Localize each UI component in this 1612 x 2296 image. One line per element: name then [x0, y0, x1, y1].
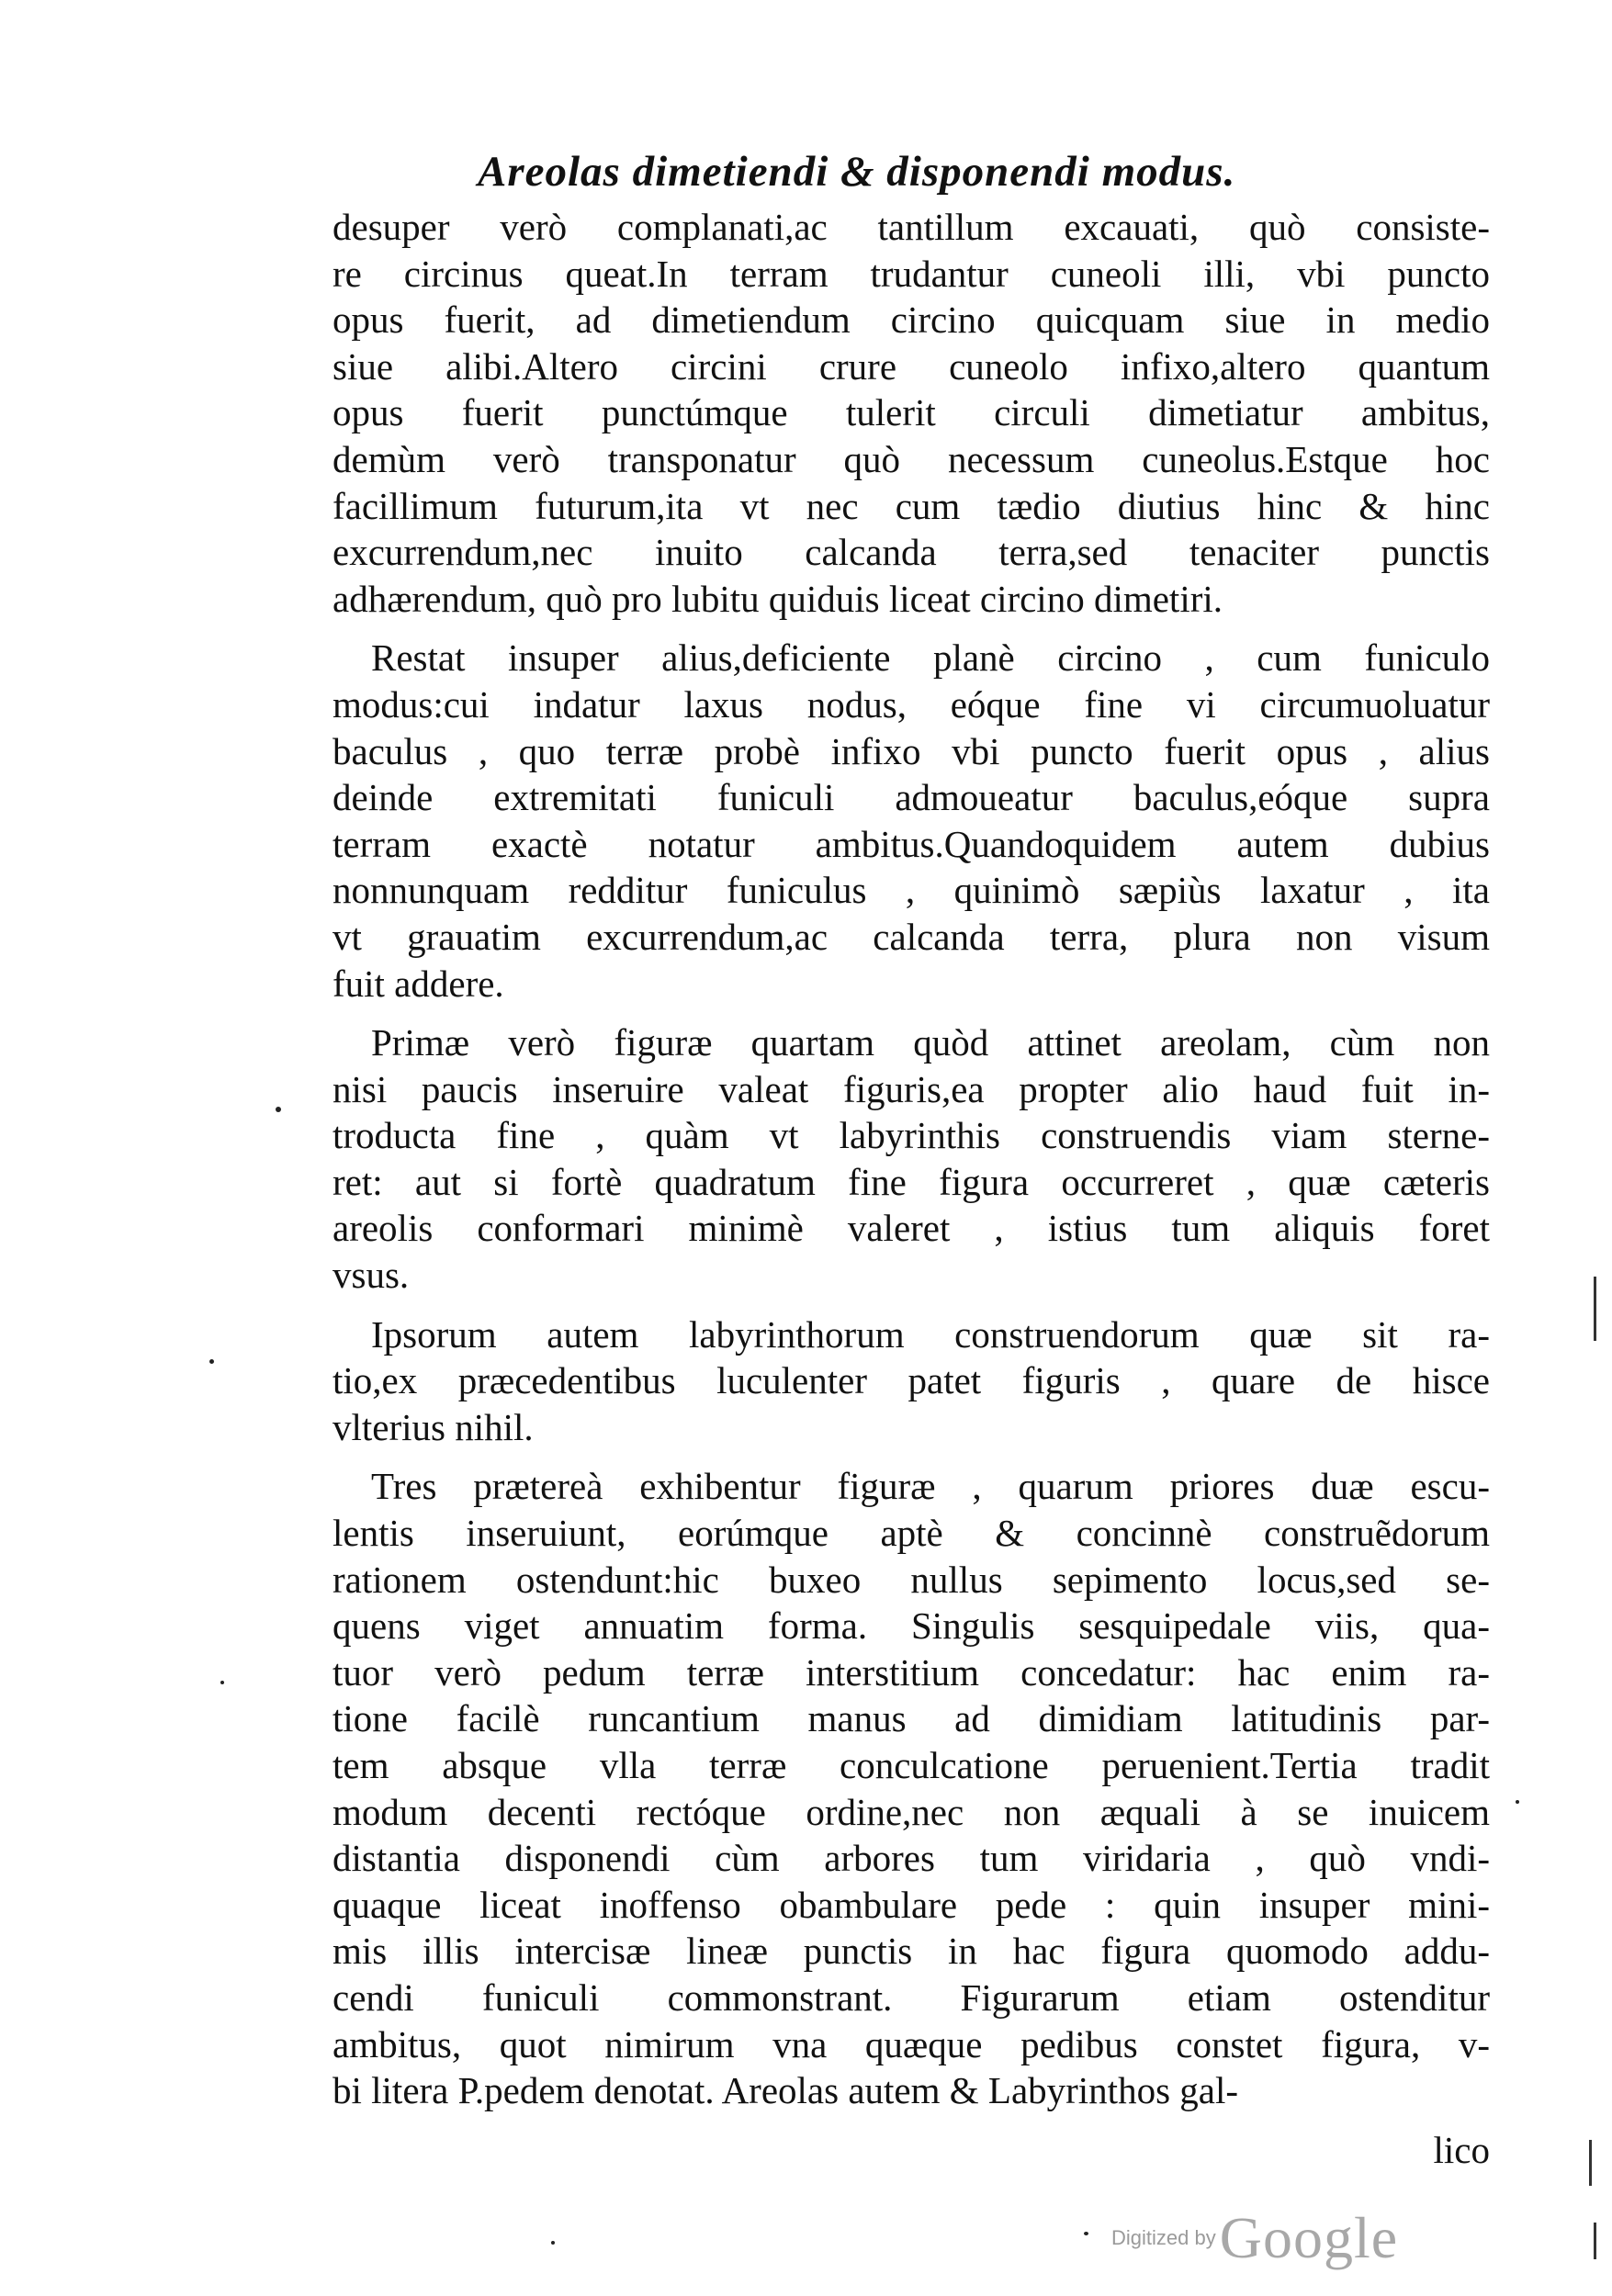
text-line: fuit addere. [333, 962, 504, 1005]
watermark-prefix: Digitized by [1111, 2226, 1216, 2249]
text-line: vsus. [333, 1254, 410, 1297]
catchword: lico [1433, 2128, 1490, 2171]
text-line: opus fuerit punctúmque tulerit circuli dimetiatur ambitus, [333, 391, 1490, 434]
text-line: excurrendum,nec inuito calcanda terra,sed tenaciter punctis [333, 531, 1490, 574]
text-line: rationem ostendunt:hic buxeo nullus sepimento locus,sed se- [333, 1558, 1490, 1601]
digitized-watermark [1111, 2204, 1460, 2278]
scan-speck [1516, 1800, 1519, 1804]
text-line: tione facilè runcantium manus ad dimidiam latitudinis par- [333, 1697, 1490, 1740]
text-line: desuper verò complanati,ac tantillum excauati, quò consiste- [333, 206, 1490, 248]
text-line: baculus , quo terræ probè infixo vbi puncto fuerit opus , alius [333, 729, 1490, 772]
text-line: ambitus, quot nimirum vna quæque pedibus constet figura, v- [333, 2022, 1490, 2065]
paragraph [333, 635, 1490, 1007]
text-line: Ipsorum autem labyrinthorum construendorum quæ sit ra- [371, 1312, 1490, 1356]
paragraph [333, 1019, 1490, 1299]
paragraph [333, 204, 1490, 622]
scan-edge-mark [1594, 2223, 1596, 2259]
text-line: tio,ex præcedentibus luculenter patet figuris , quare de hisce [333, 1359, 1490, 1402]
text-line: mis illis intercisæ lineæ punctis in hac figura quomodo addu- [333, 1930, 1490, 1973]
text-line: tem absque vlla terræ conculcatione peruenient.Tertia tradit [333, 1744, 1490, 1786]
scan-speck [551, 2241, 555, 2245]
text-line: cendi funiculi commonstrant. Figurarum etiam ostenditur [333, 1975, 1490, 2019]
text-line: distantia disponendi cùm arbores tum viridaria , quò vndi- [333, 1837, 1490, 1880]
paragraph [333, 1311, 1490, 1451]
scan-speck [220, 1681, 224, 1684]
text-line: demùm verò transponatur quò necessum cuneolus.Estque hoc [333, 437, 1490, 480]
text-line: facillimum futurum,ita vt nec cum tædio diutius hinc & hinc [333, 484, 1490, 527]
text-line: siue alibi.Altero circini crure cuneolo infixo,altero quantum [333, 344, 1490, 388]
text-line: re circinus queat.In terram trudantur cuneoli illi, vbi puncto [333, 252, 1490, 295]
text-line: modum decenti rectóque ordine,nec non æquali à se inuicem [333, 1790, 1490, 1833]
text-line: nisi paucis inseruire valeat figuris,ea propter alio haud fuit in- [333, 1067, 1490, 1110]
scan-edge-mark [1594, 1277, 1596, 1341]
text-line: nonnunquam redditur funiculus , quinimò sæpiùs laxatur , ita [333, 869, 1490, 912]
text-line: vlterius nihil. [333, 1405, 534, 1448]
paragraph [333, 1463, 1490, 2113]
body-text [333, 204, 1490, 2173]
text-line: bi litera P.pedem denotat. Areolas autem & Labyrinthos gal- [333, 2069, 1239, 2112]
watermark-brand-logo: Google [1219, 2205, 1399, 2270]
text-line: quaque liceat inoffenso obambulare pede : quin insuper mini- [333, 1883, 1490, 1926]
text-line: terram exactè notatur ambitus.Quandoquidem autem dubius [333, 822, 1490, 865]
text-line: quens viget annuatim forma. Singulis sesquipedale viis, qua- [333, 1604, 1490, 1648]
text-line: modus:cui indatur laxus nodus, eóque fine vi circumuoluatur [333, 682, 1490, 726]
text-line: tuor verò pedum terræ interstitium concedatur: hac enim ra- [333, 1650, 1490, 1694]
text-line: opus fuerit, ad dimetiendum circino quicquam siue in medio [333, 298, 1490, 342]
text-line: areolis conformari minimè valeret , istius tum aliquis foret [333, 1207, 1490, 1250]
text-line: troducta fine , quàm vt labyrinthis construendis viam sterne- [333, 1114, 1490, 1157]
scan-speck [1084, 2232, 1088, 2235]
text-line: vt grauatim excurrendum,ac calcanda terra, plura non visum [333, 915, 1490, 958]
text-line: Restat insuper alius,deficiente planè circino , cum funiculo [371, 636, 1490, 680]
scan-speck [209, 1359, 214, 1364]
text-line: lentis inseruiunt, eorúmque aptè & concinnè construẽdorum [333, 1512, 1490, 1555]
running-title: Areolas dimetiendi & disponendi modus. [478, 148, 1236, 196]
scan-speck [276, 1107, 281, 1112]
text-line: deinde extremitati funiculi admoueatur baculus,eóque supra [333, 776, 1490, 819]
text-line: Primæ verò figuræ quartam quòd attinet areolam, cùm non [371, 1021, 1490, 1064]
scan-edge-mark [1589, 2140, 1592, 2186]
text-line: Tres prætereà exhibentur figuræ , quarum priores duæ escu- [371, 1465, 1490, 1508]
text-line: ret: aut si fortè quadratum fine figura occurreret , quæ cæteris [333, 1160, 1490, 1203]
text-line: adhærendum, quò pro lubitu quiduis liceat circino dimetiri. [333, 577, 1223, 620]
